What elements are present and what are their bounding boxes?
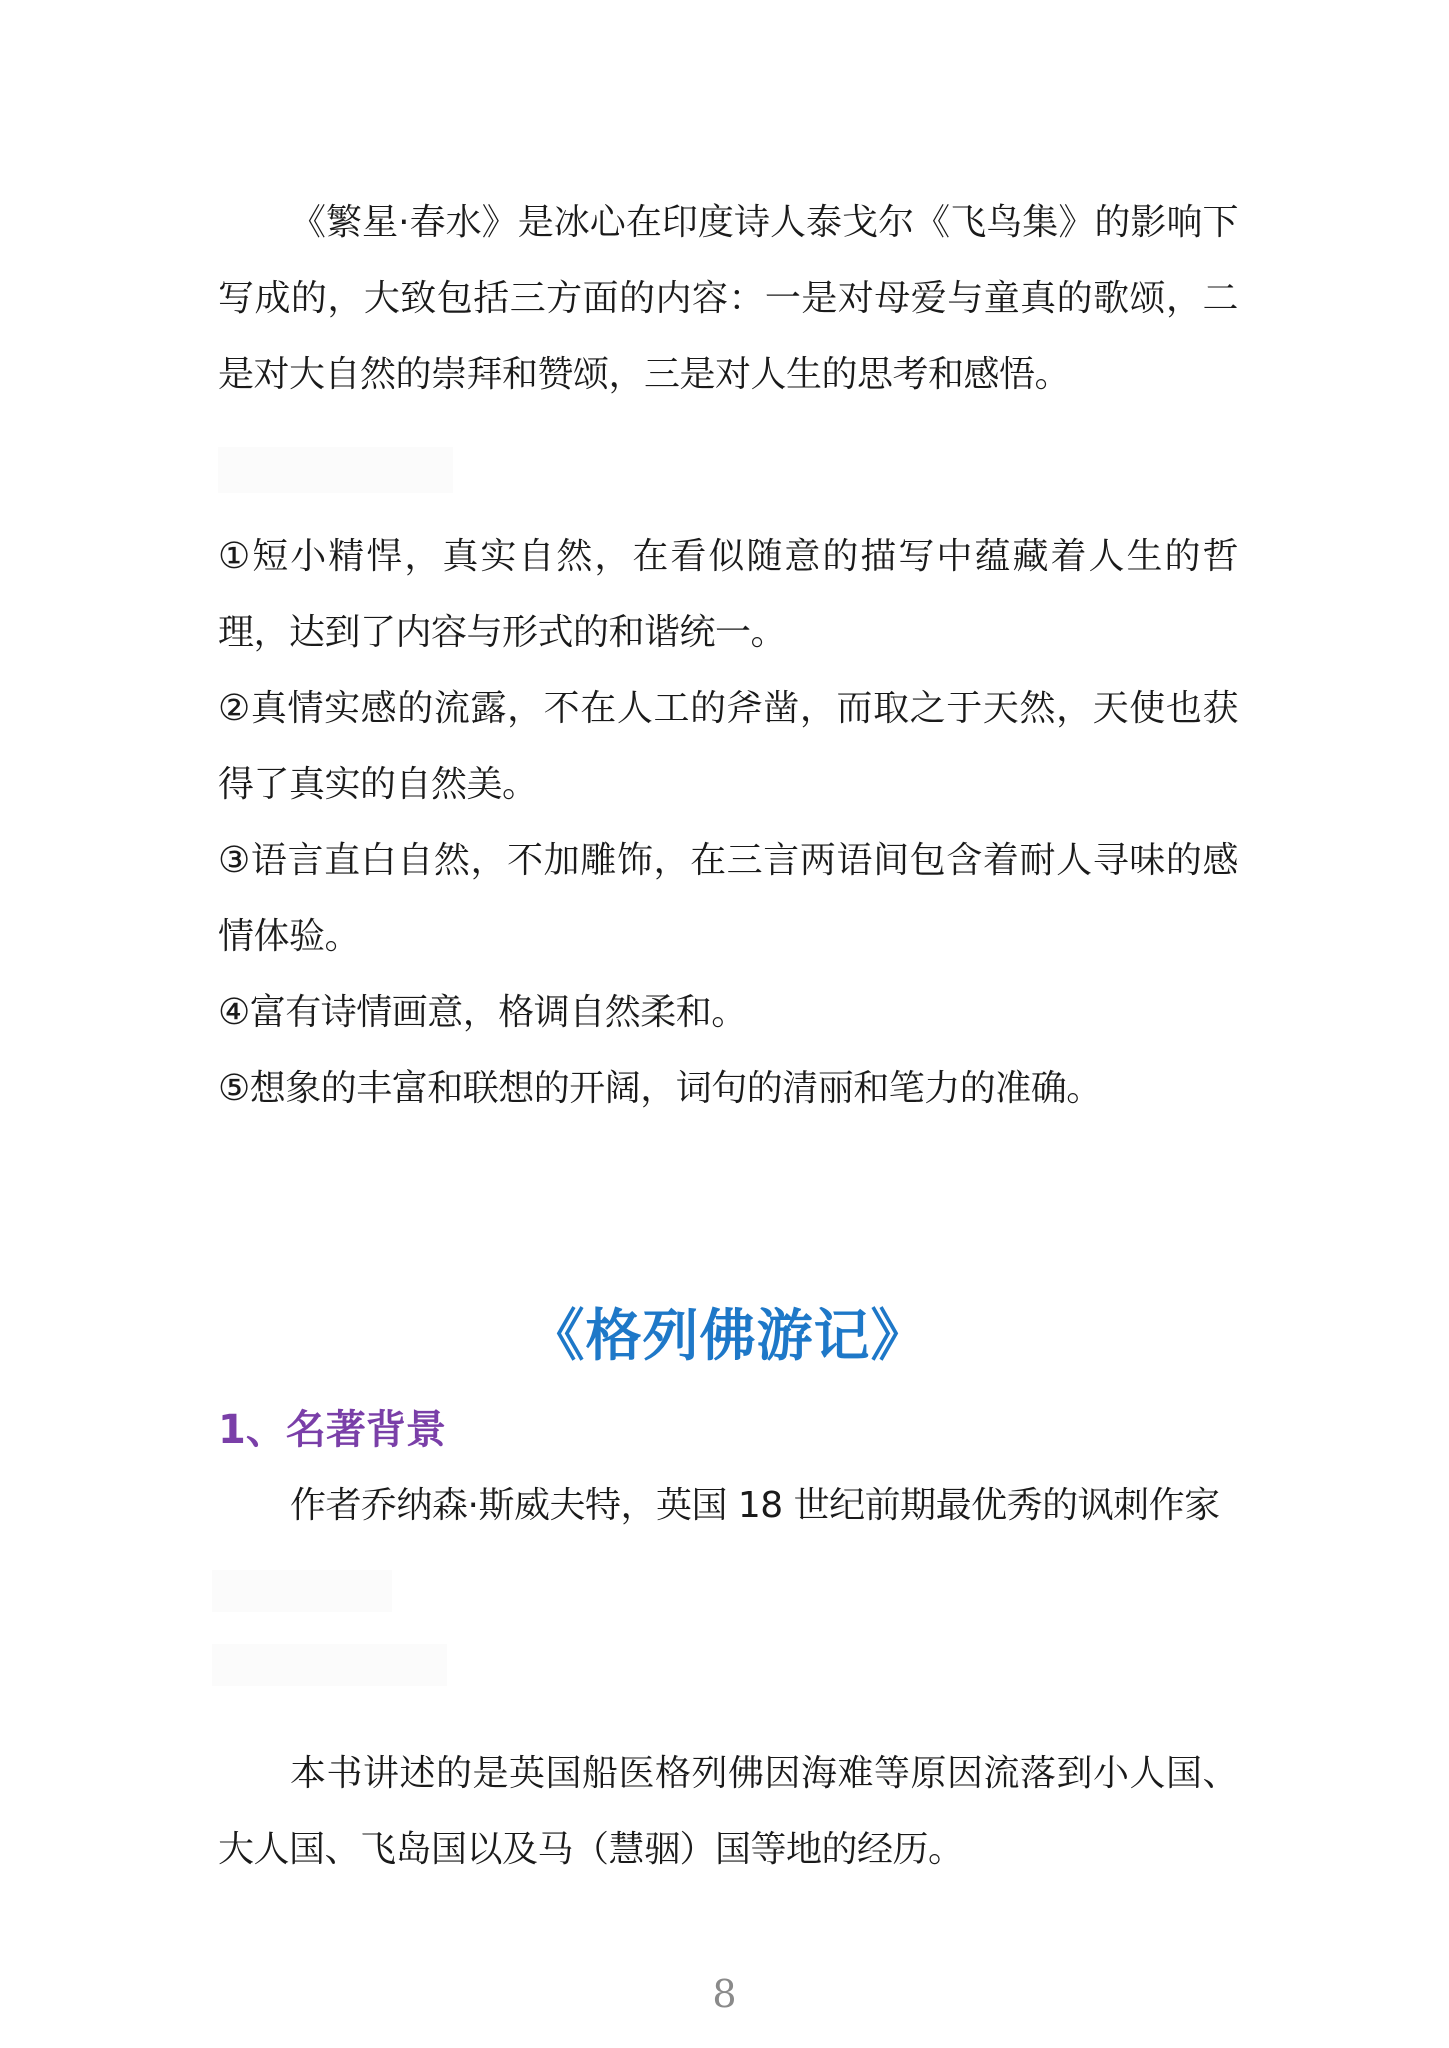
section-heading: 1、名著背景 bbox=[218, 1407, 446, 1453]
intro-paragraph: 《繁星·春水》是冰心在印度诗人泰戈尔《飞鸟集》的影响下写成的，大致包括三方面的内容：一是对母爱与童真的歌颂，二是对大自然的崇拜和赞颂，三是对人生的思考和感悟。 bbox=[218, 202, 1238, 395]
feature-item-3: ③语言直白自然，不加雕饰，在三言两语间包含着耐人寻味的感情体验。 bbox=[218, 840, 1238, 957]
faint-placeholder bbox=[218, 447, 1238, 509]
page-content bbox=[218, 185, 1238, 1888]
feature-item-4: ④富有诗情画意，格调自然柔和。 bbox=[218, 992, 747, 1033]
story-paragraph: 本书讲述的是英国船医格列佛因海难等原因流落到小人国、大人国、飞岛国以及马（慧骃）国等地的经历。 bbox=[218, 1753, 1238, 1870]
book-title: 《格列佛游记》 bbox=[528, 1304, 928, 1369]
feature-item-5: ⑤想象的丰富和联想的开阔，词句的清丽和笔力的准确。 bbox=[218, 1068, 1102, 1109]
faint-placeholder-gap bbox=[218, 1544, 1238, 1666]
page-number: 8 bbox=[712, 1972, 737, 2016]
feature-item-2: ②真情实感的流露，不在人工的斧凿，而取之于天然，天使也获得了真实的自然美。 bbox=[218, 688, 1238, 805]
author-paragraph: 作者乔纳森·斯威夫特，英国 18 世纪前期最优秀的讽刺作家 bbox=[290, 1485, 1220, 1526]
feature-item-1: ①短小精悍，真实自然，在看似随意的描写中蕴藏着人生的哲理，达到了内容与形式的和谐统一。 bbox=[218, 536, 1238, 653]
